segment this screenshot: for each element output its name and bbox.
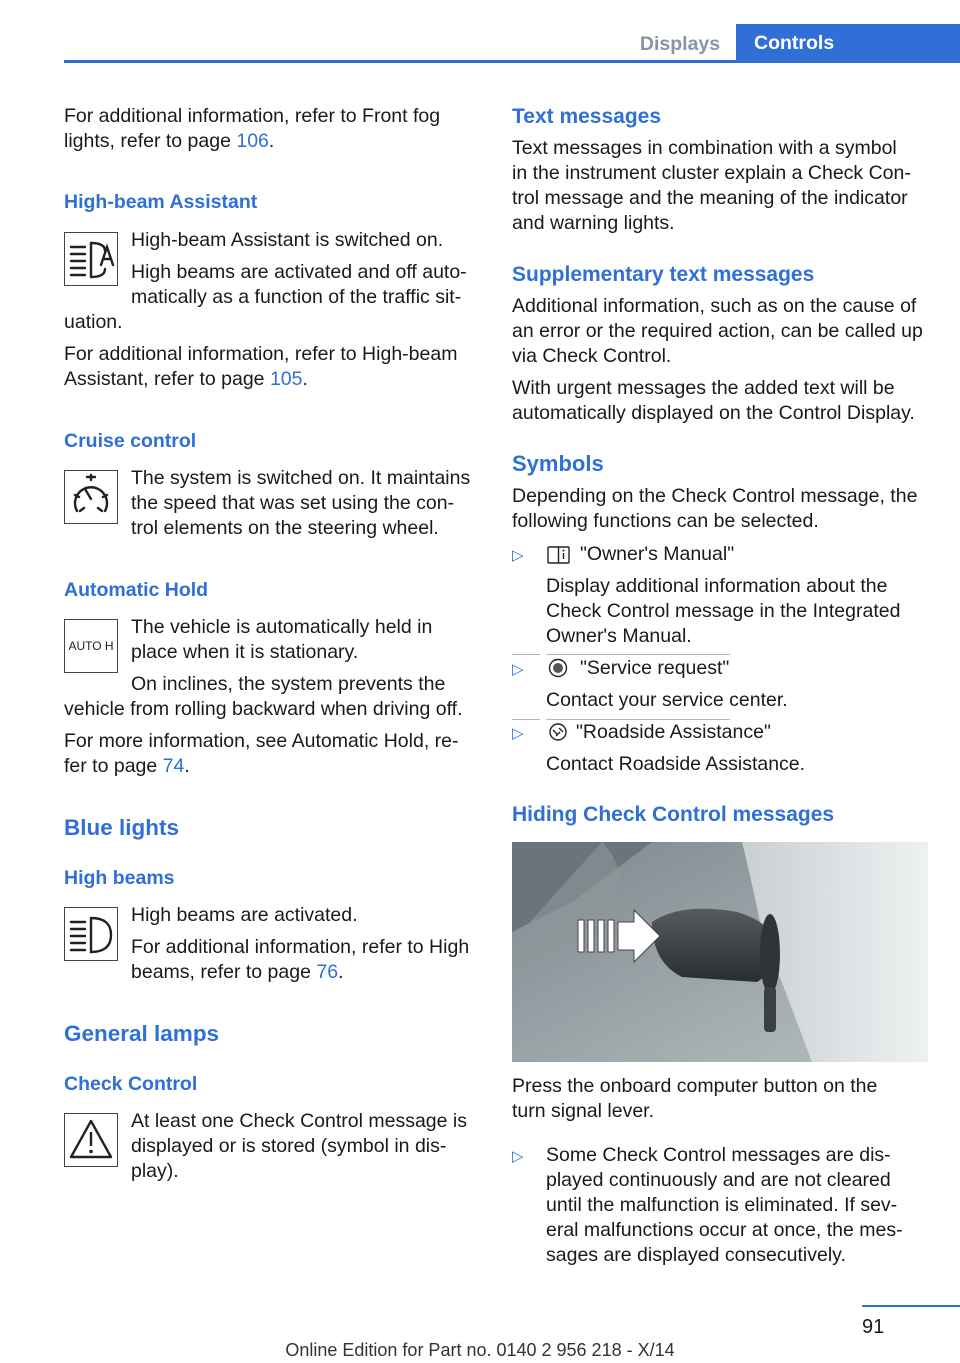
autohold-line-1: The vehicle is automatically held in: [131, 616, 433, 638]
high-beams-icon: [64, 907, 118, 961]
cruise-text-3: trol elements on the steering wheel.: [131, 517, 439, 539]
hba-text-3: [64, 342, 457, 392]
symbols-body: [512, 484, 917, 534]
owners-manual-label: "Owner's Manual": [580, 543, 735, 565]
hba-ref-text: Assistant, refer to page: [64, 368, 270, 390]
item1-line-1: Display additional information about the: [546, 575, 888, 597]
supplementary-body: [512, 294, 923, 369]
cc-text: [131, 1109, 467, 1184]
blue-lights-heading: Blue lights: [64, 815, 180, 840]
owners-manual-desc: [546, 574, 900, 649]
supp-line-5: automatically displayed on the Control Display.: [512, 402, 915, 424]
hba-text-3a: For additional information, refer to High-beam: [64, 343, 458, 365]
hb-text-1: High beams are activated.: [131, 904, 358, 926]
cruise-text-1: The system is switched on. It maintains: [131, 467, 471, 489]
bullet-icon: ▷: [512, 661, 524, 678]
autohold-line-4: vehicle from rolling backward when driving off.: [64, 698, 463, 720]
hb-text-2b: beams, refer to page 76.: [131, 961, 344, 983]
b1-line-1: Some Check Control messages are dis-: [546, 1144, 891, 1166]
b1-line-5: sages are displayed consecutively.: [546, 1244, 846, 1266]
edition-footer: Online Edition for Part no. 0140 2 956 218 - X/14: [285, 1340, 675, 1360]
page-link-74[interactable]: 74: [162, 755, 185, 777]
high-beams-heading: High beams: [64, 867, 175, 889]
hiding-check-control-heading: Hiding Check Control messages: [512, 803, 835, 826]
autohold-line-5: For more information, see Automatic Hold, re-: [64, 730, 459, 752]
page-link-105[interactable]: 105: [269, 368, 303, 390]
roadside-assistance-label: "Roadside Assistance": [576, 721, 771, 743]
cc-text-1: At least one Check Control message is: [131, 1110, 467, 1132]
text-msg-line-1: Text messages in combination with a symbol: [512, 137, 897, 159]
cruise-text: [131, 466, 470, 541]
bullet-icon: ▷: [512, 725, 524, 742]
press-instruction: [512, 1074, 877, 1124]
press-line-1: Press the onboard computer button on the: [512, 1075, 878, 1097]
tab-controls[interactable]: Controls: [736, 24, 960, 62]
autohold-text-1: [131, 615, 432, 665]
bullet-icon: ▷: [512, 1148, 524, 1165]
service-request-icon: [546, 658, 570, 685]
sym-line-2: following functions can be selected.: [512, 510, 819, 532]
page-link-106[interactable]: 106: [236, 130, 269, 152]
urgent-body: [512, 376, 915, 426]
check-control-heading: Check Control: [64, 1073, 198, 1095]
page-link-76[interactable]: 76: [316, 961, 339, 983]
b1-line-3: until the malfunction is eliminated. If sev-: [546, 1194, 898, 1216]
tab-displays[interactable]: Displays: [639, 33, 721, 55]
roadside-assistance-desc: Contact Roadside Assistance.: [546, 753, 806, 775]
autohold-line-3: On inclines, the system prevents the: [131, 673, 446, 695]
text-messages-heading: Text messages: [512, 105, 662, 128]
separator: [546, 654, 730, 655]
auto-hold-icon-text: AUTO H: [68, 639, 114, 653]
hba-text-2a: High beams are activated and off auto-: [131, 261, 467, 283]
intro-line-1: For additional information, refer to Front fog: [64, 105, 441, 127]
high-beam-assistant-icon: [64, 232, 118, 286]
item1-line-2: Check Control message in the Integrated: [546, 600, 901, 622]
general-lamps-heading: General lamps: [64, 1021, 220, 1046]
service-request-desc: Contact your service center.: [546, 689, 788, 711]
cruise-text-2: the speed that was set using the con-: [131, 492, 455, 514]
hb-text-2: [131, 935, 469, 985]
supp-line-2: an error or the required action, can be called up: [512, 320, 923, 342]
autohold-line-6: fer to page 74.: [64, 755, 190, 777]
owners-manual-icon: [547, 545, 571, 572]
hba-text-3b: Assistant, refer to page 105.: [64, 368, 308, 390]
text-messages-body: [512, 136, 911, 236]
b1-line-2: played continuously and are not cleared: [546, 1169, 891, 1191]
header-rule: [64, 60, 960, 63]
cc-text-2: displayed or is stored (symbol in dis-: [131, 1135, 447, 1157]
roadside-assistance-icon: [546, 722, 570, 749]
b1-line-4: eral malfunctions occur at once, the mes-: [546, 1219, 903, 1241]
service-request-label: "Service request": [580, 657, 730, 679]
automatic-hold-heading: Automatic Hold: [64, 579, 209, 601]
supp-line-1: Additional information, such as on the cause of: [512, 295, 917, 317]
supp-line-4: With urgent messages the added text will be: [512, 377, 895, 399]
supp-line-3: via Check Control.: [512, 345, 672, 367]
separator: [512, 719, 540, 720]
hba-text-2: [131, 260, 467, 310]
footer-rule: [862, 1305, 960, 1307]
sym-line-1: Depending on the Check Control message, the: [512, 485, 918, 507]
auto-hold-icon: [64, 619, 118, 673]
hba-text-2b: matically as a function of the traffic sit-: [131, 286, 462, 308]
text-msg-line-4: and warning lights.: [512, 212, 675, 234]
cc-text-3: play).: [131, 1160, 179, 1182]
cruise-control-heading: Cruise control: [64, 430, 197, 452]
autohold-line-2: place when it is stationary.: [131, 641, 359, 663]
press-line-2: turn signal lever.: [512, 1100, 654, 1122]
autohold-ref-text: fer to page: [64, 755, 163, 777]
autohold-text-2: [64, 729, 459, 779]
hb-text-2a: For additional information, refer to High: [131, 936, 470, 958]
supplementary-heading: Supplementary text messages: [512, 263, 815, 286]
intro-text: lights, refer to page: [64, 130, 237, 152]
bullet-1-text: [546, 1143, 903, 1268]
hba-text-1: High-beam Assistant is switched on.: [131, 229, 444, 251]
intro-paragraph: [64, 104, 440, 154]
text-msg-line-2: in the instrument cluster explain a Check Con-: [512, 162, 911, 184]
item1-line-3: Owner's Manual.: [546, 625, 692, 647]
turn-signal-lever-photo: [512, 842, 928, 1062]
separator: [512, 654, 540, 655]
symbols-heading: Symbols: [512, 451, 604, 476]
page-number: 91: [862, 1316, 885, 1338]
text-msg-line-3: trol message and the meaning of the indicator: [512, 187, 908, 209]
intro-line-2: lights, refer to page 106.: [64, 130, 275, 152]
hba-text-2c: uation.: [64, 311, 123, 333]
high-beam-assistant-heading: High-beam Assistant: [64, 191, 258, 213]
hb-ref-text: beams, refer to page: [131, 961, 317, 983]
warning-triangle-icon: [64, 1113, 118, 1167]
bullet-icon: ▷: [512, 547, 524, 564]
cruise-control-icon: [64, 470, 118, 524]
